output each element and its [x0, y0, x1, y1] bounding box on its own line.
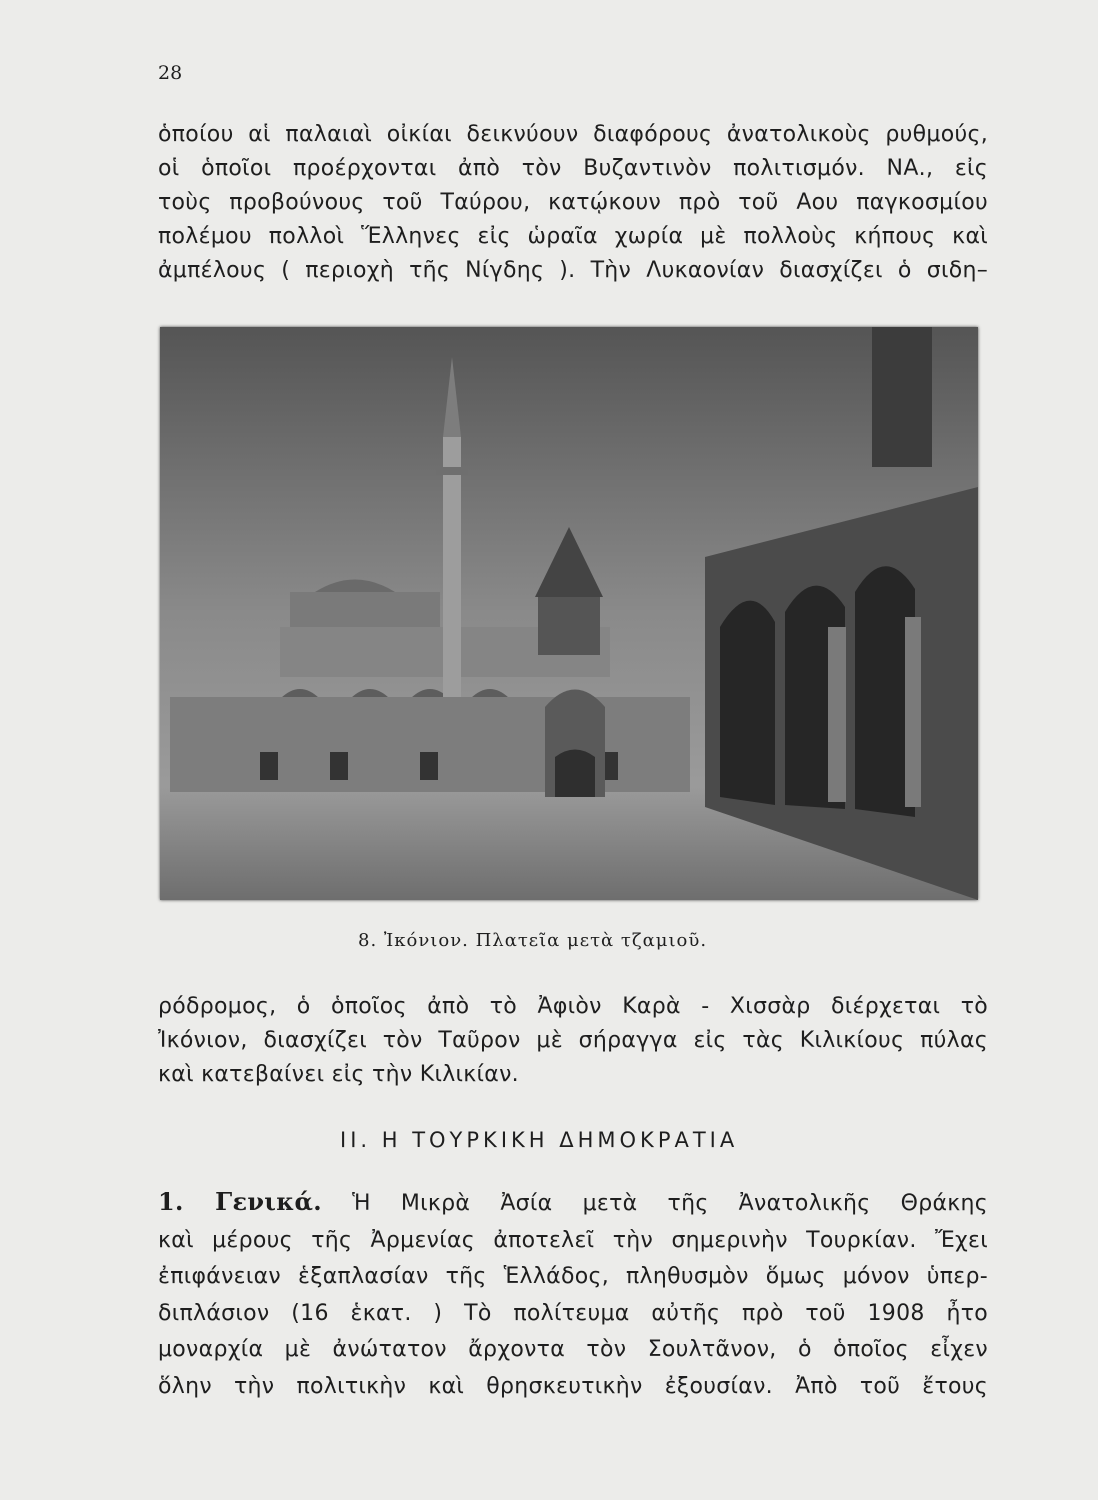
- text-line: ὁποίου αἱ παλαιαὶ οἰκίαι δεικνύουν διαφόρους ἀνατολικοὺς ρυθμούς,: [158, 122, 988, 147]
- text-line: οἱ ὁποῖοι προέρχονται ἀπὸ τὸν Βυζαντινὸν πολιτισμόν. ΝΑ., εἰς: [158, 156, 988, 181]
- text-line: ἐπιφάνειαν ἑξαπλασίαν τῆς Ἑλλάδος, πληθυσμὸν ὅμως μόνον ὑπερ-: [158, 1264, 988, 1289]
- text-line: ἀμπέλους ( περιοχὴ τῆς Νίγδης ). Τὴν Λυκαονίαν διασχίζει ὁ σιδη–: [158, 258, 988, 283]
- text-line: μοναρχία μὲ ἀνώτατον ἄρχοντα τὸν Σουλτᾶνον, ὁ ὁποῖος εἶχεν: [158, 1337, 988, 1362]
- middle-paragraph: [158, 990, 988, 1092]
- text-line: καὶ κατεβαίνει εἰς τὴν Κιλικίαν.: [158, 1062, 519, 1087]
- text-line: διπλάσιον (16 ἑκατ. ) Τὸ πολίτευμα αὐτῆς πρὸ τοῦ 1908 ἦτο: [158, 1300, 988, 1326]
- text-line: ρόδρομος, ὁ ὁποῖος ἀπὸ τὸ Ἀφιὸν Καρὰ - Χισσὰρ διέρχεται τὸ: [158, 994, 988, 1019]
- figure-caption: 8. Ἰκόνιον. Πλατεῖα μετὰ τζαμιοῦ.: [358, 930, 708, 951]
- text-line: ὅλην τὴν πολιτικὴν καὶ θρησκευτικὴν ἐξουσίαν. Ἀπὸ τοῦ ἔτους: [158, 1373, 988, 1399]
- section-heading: ΙΙ. Η ΤΟΥΡΚΙΚΗ ΔΗΜΟΚΡΑΤΙΑ: [340, 1128, 739, 1152]
- text-line: τοὺς προβούνους τοῦ Ταύρου, κατῴκουν πρὸ τοῦ Αου παγκοσμίου: [158, 190, 988, 215]
- text-line-rest: Ἡ Μικρὰ Ἀσία μετὰ τῆς Ἀνατολικῆς Θράκης: [352, 1191, 988, 1216]
- top-paragraph: [158, 118, 988, 288]
- bottom-paragraph: [158, 1184, 988, 1405]
- page-number: 28: [158, 62, 183, 84]
- photo-illustration: [160, 327, 978, 900]
- text-line: πολέμου πολλοὶ Ἕλληνες εἰς ὡραῖα χωρία μὲ πολλοὺς κήπους καὶ: [158, 224, 988, 249]
- text-line: καὶ μέρους τῆς Ἀρμενίας ἀποτελεῖ τὴν σημερινὴν Τουρκίαν. Ἔχει: [158, 1227, 988, 1253]
- mosque-square-photo: [160, 327, 978, 900]
- text-line: Ἰκόνιον, διασχίζει τὸν Ταῦρον μὲ σήραγγα εἰς τὰς Κιλικίους πύλας: [158, 1028, 988, 1053]
- text-line-first: [158, 1184, 988, 1223]
- subsection-lead: 1. Γενικά.: [158, 1187, 322, 1216]
